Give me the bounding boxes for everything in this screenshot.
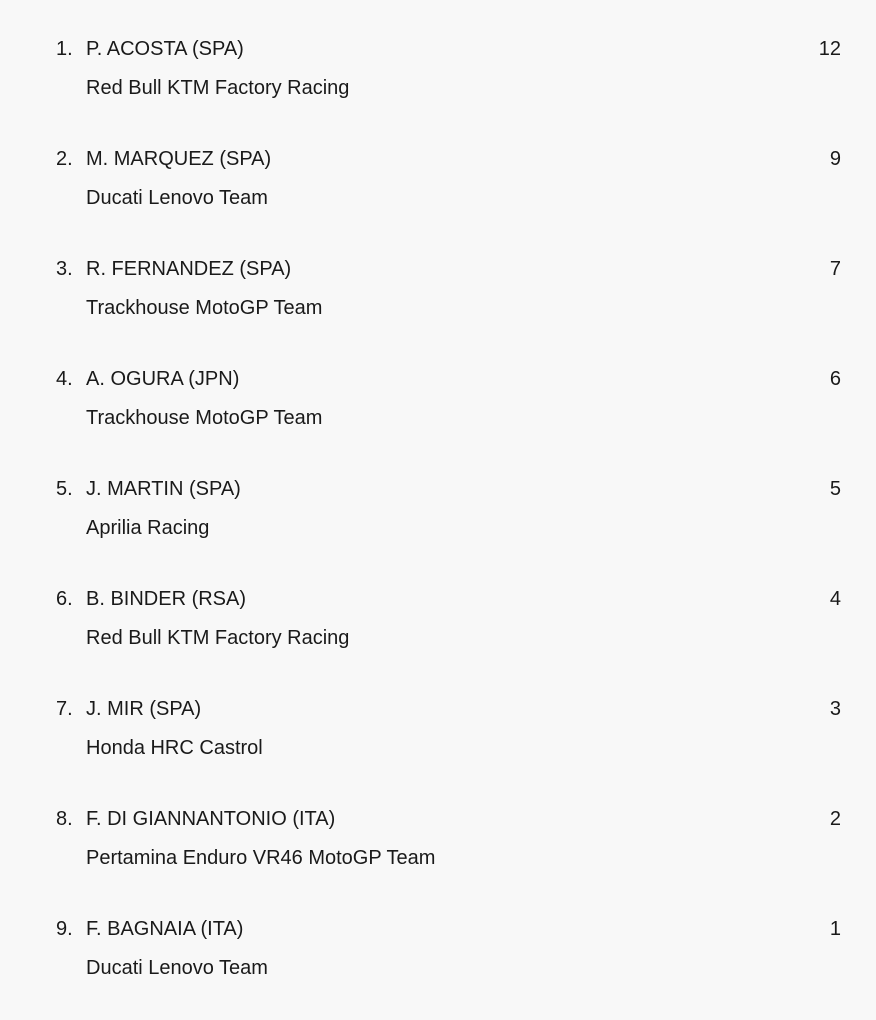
points-value: 9 <box>829 148 841 170</box>
rider-name: B. BINDER (RSA) <box>86 588 247 610</box>
standings-row[interactable] <box>0 580 876 690</box>
standings-row[interactable] <box>0 470 876 580</box>
position-number: 9. <box>56 918 73 940</box>
team-name: Red Bull KTM Factory Racing <box>86 77 350 99</box>
rider-name: R. FERNANDEZ (SPA) <box>86 258 292 280</box>
points-value: 6 <box>829 368 841 390</box>
team-name: Pertamina Enduro VR46 MotoGP Team <box>86 847 436 869</box>
points-value: 12 <box>818 38 841 60</box>
position-number: 2. <box>56 148 73 170</box>
points-value: 1 <box>829 918 841 940</box>
position-number: 6. <box>56 588 73 610</box>
rider-name: F. DI GIANNANTONIO (ITA) <box>86 808 336 830</box>
team-name: Aprilia Racing <box>86 517 210 539</box>
position-number: 4. <box>56 368 73 390</box>
rider-name: A. OGURA (JPN) <box>86 368 240 390</box>
position-number: 8. <box>56 808 73 830</box>
points-value: 4 <box>829 588 841 610</box>
position-number: 3. <box>56 258 73 280</box>
standings-row[interactable] <box>0 250 876 360</box>
standings-row[interactable] <box>0 30 876 140</box>
position-number: 1. <box>56 38 73 60</box>
points-value: 5 <box>829 478 841 500</box>
standings-row[interactable] <box>0 360 876 470</box>
position-number: 7. <box>56 698 73 720</box>
rider-name: M. MARQUEZ (SPA) <box>86 148 272 170</box>
points-value: 3 <box>829 698 841 720</box>
team-name: Honda HRC Castrol <box>86 737 263 759</box>
team-name: Trackhouse MotoGP Team <box>86 297 323 319</box>
team-name: Ducati Lenovo Team <box>86 957 268 979</box>
rider-name: F. BAGNAIA (ITA) <box>86 918 244 940</box>
team-name: Red Bull KTM Factory Racing <box>86 627 350 649</box>
position-number: 5. <box>56 478 73 500</box>
team-name: Ducati Lenovo Team <box>86 187 268 209</box>
points-value: 7 <box>829 258 841 280</box>
rider-name: J. MIR (SPA) <box>86 698 202 720</box>
standings-row[interactable] <box>0 140 876 250</box>
standings-row[interactable] <box>0 910 876 1020</box>
team-name: Trackhouse MotoGP Team <box>86 407 323 429</box>
rider-name: J. MARTIN (SPA) <box>86 478 241 500</box>
standings-row[interactable] <box>0 800 876 910</box>
standings-row[interactable] <box>0 690 876 800</box>
points-value: 2 <box>829 808 841 830</box>
rider-name: P. ACOSTA (SPA) <box>86 38 244 60</box>
